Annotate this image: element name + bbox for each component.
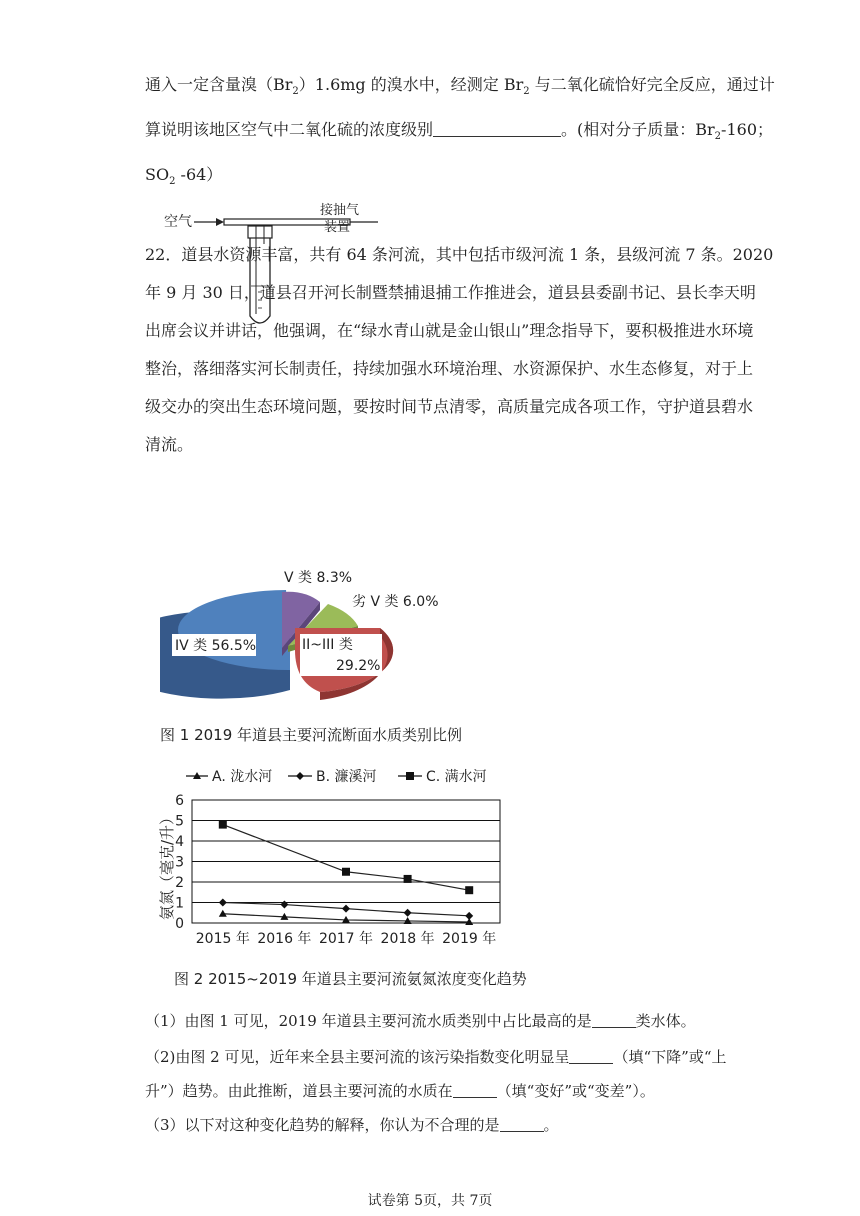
question-1: [145, 1010, 696, 1031]
answer-blank[interactable]: [500, 1116, 544, 1132]
pie-chart-figure-1: [160, 560, 460, 710]
answer-blank[interactable]: [592, 1012, 636, 1028]
chart-legend: [186, 768, 487, 785]
paragraph-question-22: [145, 236, 774, 464]
x-tick-label: 2017 年: [318, 931, 374, 947]
x-tick-label: 2016 年: [257, 931, 312, 947]
legend-label: A. 泷水河: [212, 769, 273, 785]
label-v: V 类 8.3%: [284, 570, 353, 586]
subscript: 2: [169, 176, 176, 188]
point-diamond: [465, 912, 473, 920]
label-ii-iii: II~III 类: [302, 637, 353, 653]
legend-label: B. 濂溪河: [316, 769, 377, 785]
legend-marker-square: [406, 772, 414, 780]
p1-line3: [145, 156, 720, 201]
x-tick-label: 2018 年: [380, 931, 435, 947]
paragraph-bromine: [145, 66, 775, 202]
pump-label: 接抽气: [320, 203, 360, 218]
text: 。: [543, 1116, 559, 1134]
p2-line: 22．道县水资源丰富，共有 64 条河流，其中包括市级河流 1 条，县级河流 7 条。2020: [145, 245, 774, 264]
text: （填“变好”或“变差”）。: [496, 1082, 655, 1100]
point-diamond: [404, 909, 412, 917]
text: 类水体。: [635, 1012, 696, 1030]
y-tick-label: 0: [175, 916, 184, 932]
answer-blank[interactable]: [453, 1082, 497, 1098]
p1-line1: [145, 66, 775, 111]
y-tick-label: 3: [175, 854, 184, 871]
series-line: [223, 825, 469, 891]
label-iv: IV 类 56.5%: [175, 638, 257, 654]
text: （填“下降”或“上: [613, 1048, 727, 1066]
legend-label: C. 满水河: [426, 769, 487, 785]
point-diamond: [219, 899, 227, 907]
text: （3）以下对这种变化趋势的解释，你认为不合理的是: [145, 1116, 500, 1134]
point-square: [342, 868, 350, 876]
text: 。(相对分子质量：Br: [561, 120, 715, 140]
p2-line: 整治，落细落实河长制责任，持续加强水环境治理、水资源保护、水生态修复，对于上: [145, 359, 754, 378]
point-square: [404, 875, 412, 883]
text: SO: [145, 165, 170, 185]
text: -64）: [175, 165, 223, 185]
page-footer: 试卷第 5页，共 7页: [367, 1193, 493, 1209]
question-3: [145, 1114, 559, 1135]
figure-1-caption: 图 1 2019 年道县主要河流断面水质类别比例: [160, 726, 463, 744]
point-diamond: [342, 905, 350, 913]
chart-series: [219, 821, 473, 925]
y-tick-label: 4: [175, 834, 184, 850]
text: （2)由图 2 可见，近年来全县主要河流的该污染指数变化明显呈: [145, 1048, 570, 1066]
line-chart-figure-2: [150, 760, 520, 950]
point-square: [219, 821, 227, 829]
text: （1）由图 1 可见，2019 年道县主要河流水质类别中占比最高的是: [145, 1012, 592, 1030]
label-worse-v: 劣 V 类 6.0%: [352, 594, 439, 610]
x-tick-label: 2019 年: [442, 931, 497, 947]
p2-line: 年 9 月 30 日，道县召开河长制暨禁捕退捕工作推进会，道县县委副书记、县长李天明: [145, 283, 756, 302]
chart-grid: [192, 800, 500, 923]
air-label: 空气: [164, 214, 192, 230]
text: 算说明该地区空气中二氧化硫的浓度级别: [145, 120, 434, 140]
text: 升”）趋势。由此推断，道县主要河流的水质在: [145, 1082, 453, 1100]
subscript: 2: [714, 131, 722, 143]
pump-label: 装置: [324, 220, 351, 235]
subscript: 2: [292, 86, 299, 98]
p2-line: 级交办的突出生态环境问题，要按时间节点清零，高质量完成各项工作，守护道县碧水: [145, 397, 754, 416]
chart-ticks: [175, 793, 496, 947]
y-axis-title: 氨氮（毫克/升）: [158, 809, 176, 921]
answer-blank[interactable]: [569, 1048, 613, 1064]
y-tick-label: 5: [175, 813, 184, 830]
p1-line2: [145, 111, 773, 156]
x-tick-label: 2015 年: [195, 931, 250, 947]
air-arrow-head: [216, 218, 224, 226]
y-tick-label: 2: [175, 875, 184, 891]
question-2-line-2: [145, 1080, 655, 1101]
legend-marker-diamond: [296, 772, 304, 780]
label-ii-iii-percent: 29.2%: [336, 658, 381, 674]
text: 与二氧化硫恰好完全反应，通过计: [529, 75, 775, 94]
answer-blank[interactable]: [433, 120, 561, 137]
y-tick-label: 6: [175, 793, 184, 809]
text: ）1.6mg 的溴水中，经测定 Br: [298, 75, 524, 94]
figure-2-caption: 图 2 2015~2019 年道县主要河流氨氮浓度变化趋势: [174, 970, 527, 988]
p2-line: 出席会议并讲话，他强调，在“绿水青山就是金山银山”理念指导下，要积极推进水环境: [145, 321, 754, 340]
text: 通入一定含量溴（Br: [145, 75, 293, 94]
subscript: 2: [523, 86, 530, 98]
text: -160；: [721, 120, 773, 140]
point-triangle: [219, 910, 227, 917]
p2-line: 清流。: [145, 435, 194, 454]
question-2-line-1: [145, 1046, 727, 1067]
y-tick-label: 1: [175, 895, 184, 912]
point-diamond: [280, 901, 288, 909]
point-square: [465, 886, 473, 894]
